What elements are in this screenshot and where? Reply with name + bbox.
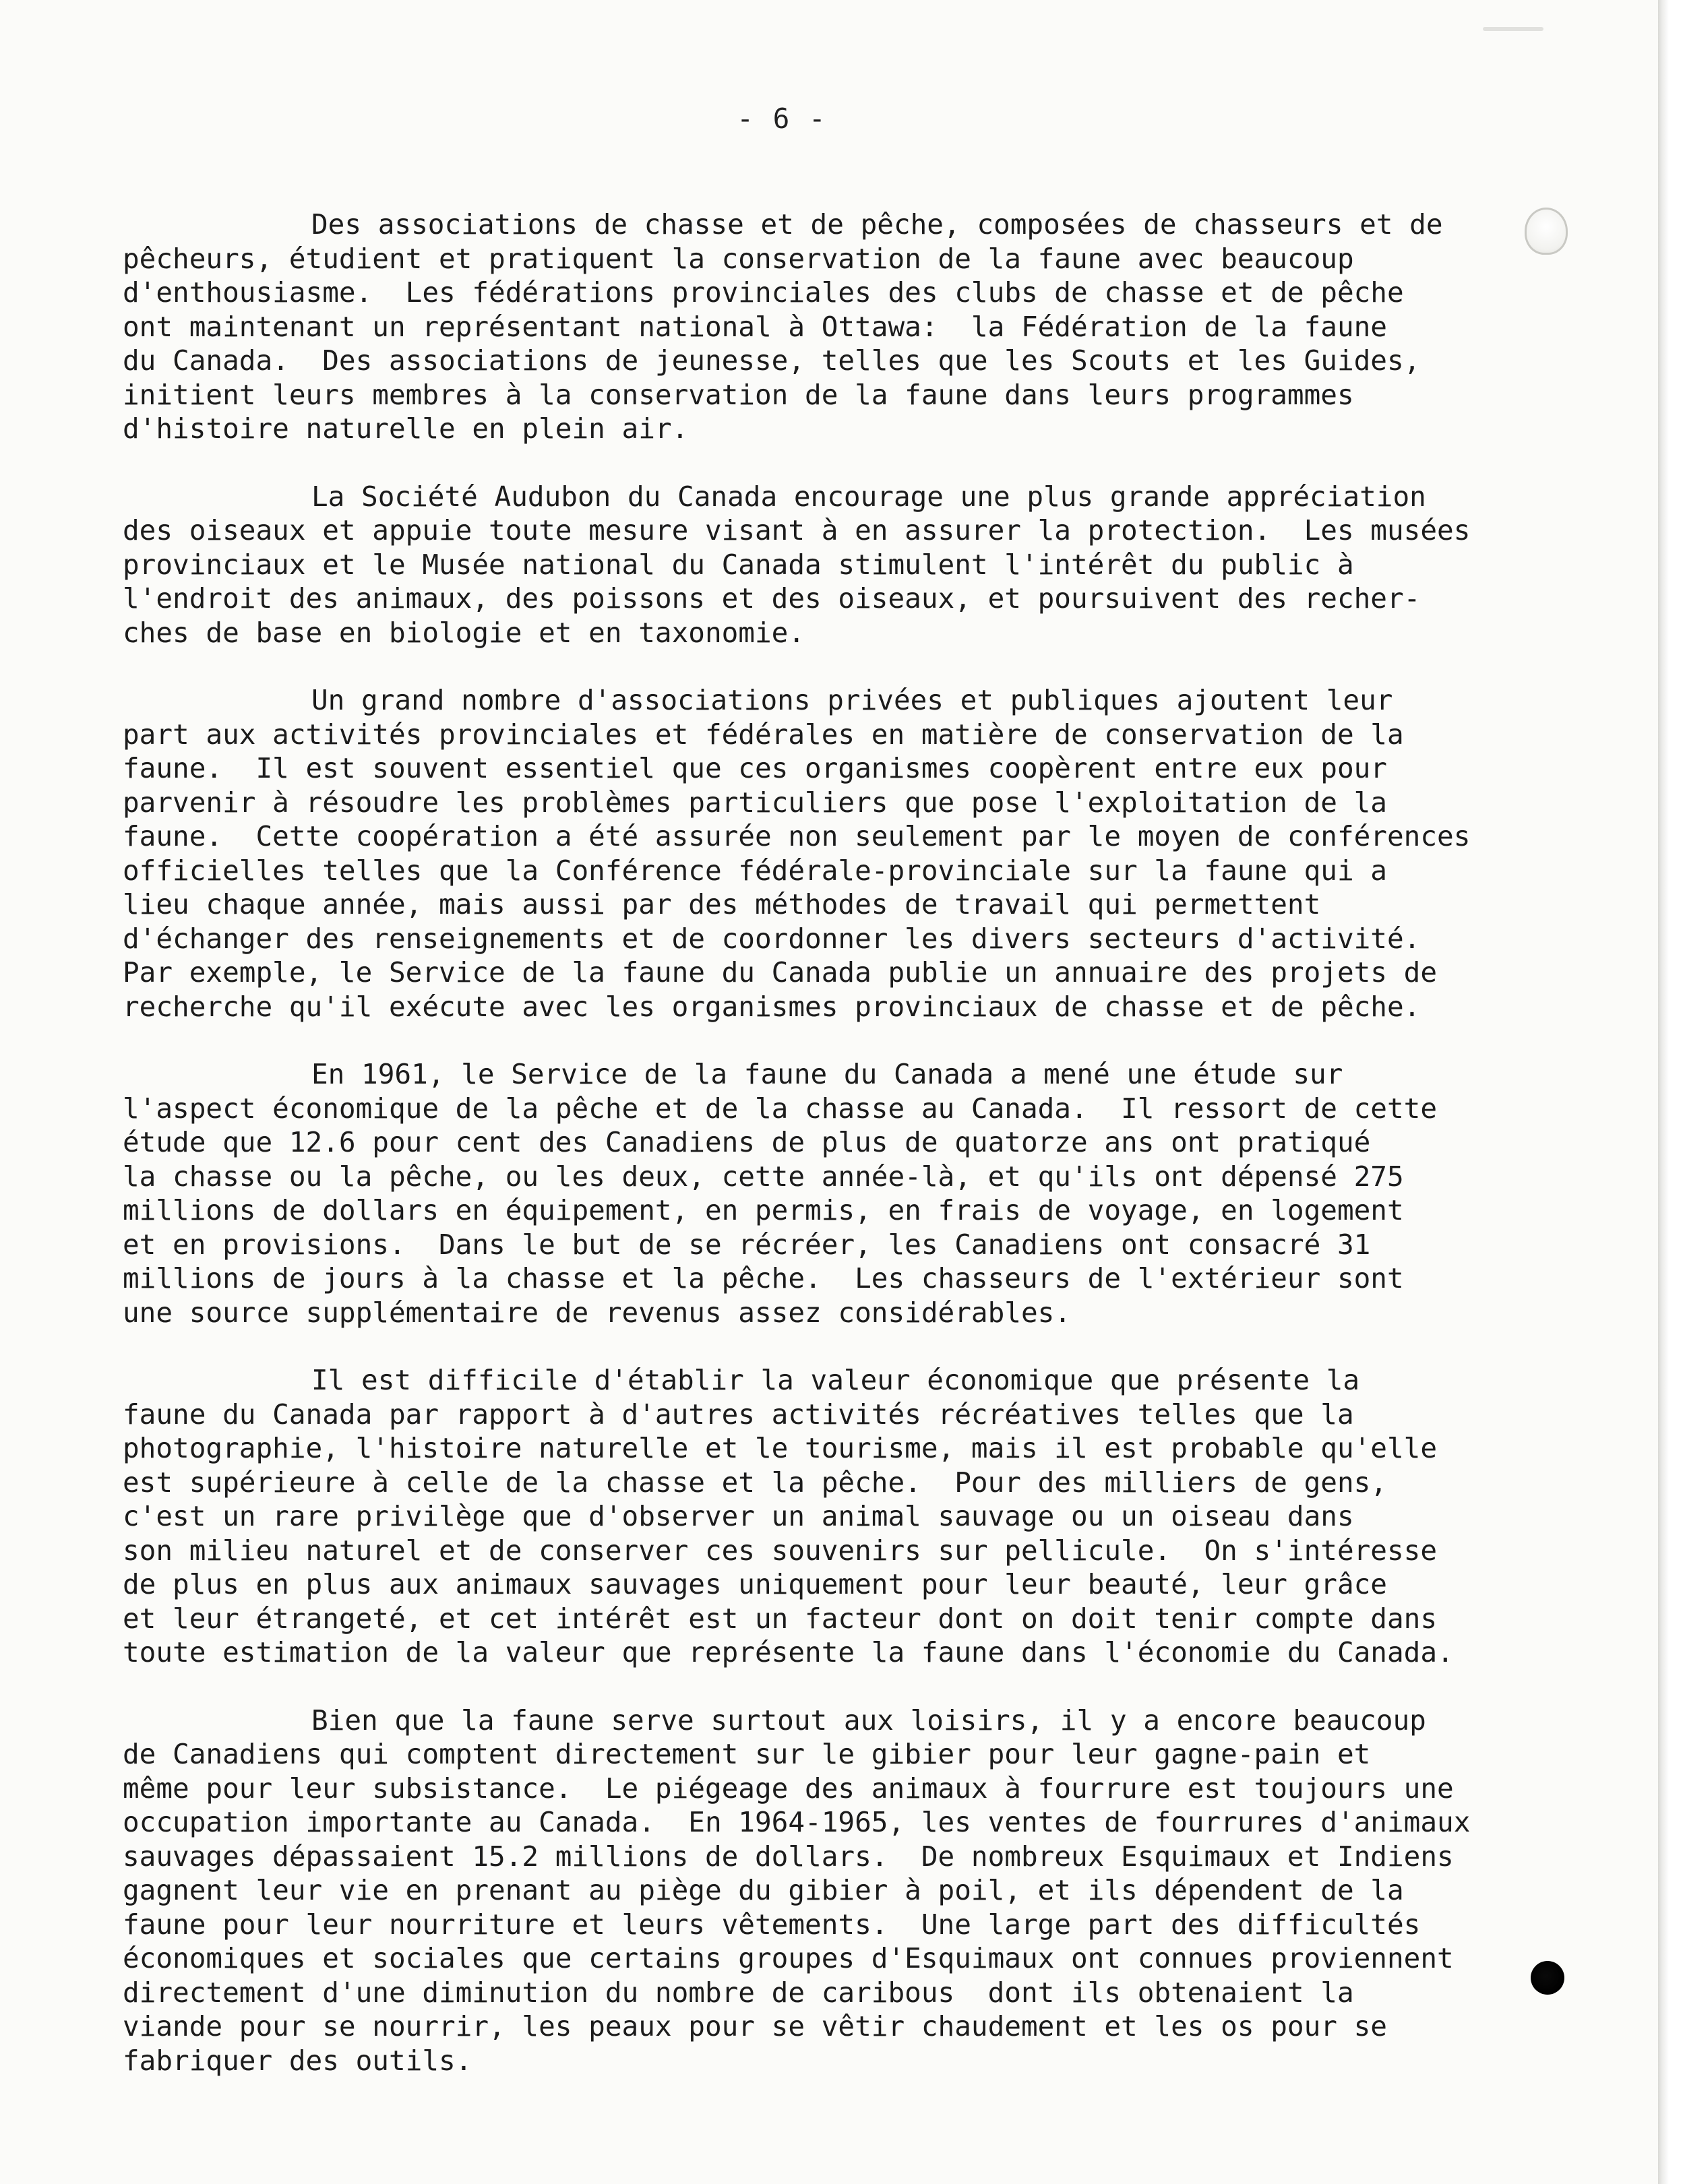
paragraph xyxy=(123,208,1471,446)
text-line: son milieu naturel et de conserver ces souvenirs sur pellicule. On s'intéresse xyxy=(123,1534,1438,1567)
text-line: d'enthousiasme. Les fédérations provinciales des clubs de chasse et de pêche xyxy=(123,276,1404,309)
text-line: la chasse ou la pêche, ou les deux, cette année-là, et qu'ils ont dépensé 275 xyxy=(123,1160,1404,1193)
paragraph xyxy=(123,1363,1471,1670)
text-line: faune du Canada par rapport à d'autres activités récréatives telles que la xyxy=(123,1398,1354,1431)
text-line: occupation importante au Canada. En 1964-1965, les ventes de fourrures d'animaux xyxy=(123,1806,1471,1838)
text-line: parvenir à résoudre les problèmes particuliers que pose l'exploitation de la xyxy=(123,786,1387,819)
page-number: - 6 - xyxy=(737,102,827,135)
text-line: La Société Audubon du Canada encourage une plus grande appréciation xyxy=(311,480,1426,513)
text-line: fabriquer des outils. xyxy=(123,2044,472,2077)
text-line: d'échanger des renseignements et de coordonner les divers secteurs d'activité. xyxy=(123,922,1421,955)
text-line: directement d'une diminution du nombre de caribous dont ils obtenaient la xyxy=(123,1976,1354,2009)
text-line: part aux activités provinciales et fédérales en matière de conservation de la xyxy=(123,718,1404,751)
text-line: Par exemple, le Service de la faune du Canada publie un annuaire des projets de xyxy=(123,956,1438,989)
body-text xyxy=(123,208,1471,2111)
text-line: d'histoire naturelle en plein air. xyxy=(123,412,689,445)
text-line: lieu chaque année, mais aussi par des méthodes de travail qui permettent xyxy=(123,888,1321,921)
text-line: étude que 12.6 pour cent des Canadiens de plus de quatorze ans ont pratiqué xyxy=(123,1126,1371,1158)
text-line: provinciaux et le Musée national du Canada stimulent l'intérêt du public à xyxy=(123,548,1354,581)
text-line: même pour leur subsistance. Le piégeage des animaux à fourrure est toujours une xyxy=(123,1772,1454,1805)
text-line: faune pour leur nourriture et leurs vêtements. Une large part des difficultés xyxy=(123,1908,1421,1941)
text-line: pêcheurs, étudient et pratiquent la conservation de la faune avec beaucoup xyxy=(123,242,1354,275)
punch-hole-top xyxy=(1525,208,1568,255)
text-line: l'endroit des animaux, des poissons et des oiseaux, et poursuivent des recher- xyxy=(123,582,1421,615)
text-line: recherche qu'il exécute avec les organismes provinciaux de chasse et de pêche. xyxy=(123,990,1421,1023)
text-line: de Canadiens qui comptent directement sur le gibier pour leur gagne-pain et xyxy=(123,1738,1371,1770)
text-line: Il est difficile d'établir la valeur économique que présente la xyxy=(311,1364,1360,1396)
text-line: et en provisions. Dans le but de se récréer, les Canadiens ont consacré 31 xyxy=(123,1228,1371,1261)
text-line: ont maintenant un représentant national à Ottawa: la Fédération de la faune xyxy=(123,310,1387,343)
text-line: ches de base en biologie et en taxonomie. xyxy=(123,616,805,649)
page-edge xyxy=(1658,0,1683,2184)
text-line: du Canada. Des associations de jeunesse, telles que les Scouts et les Guides, xyxy=(123,344,1421,377)
text-line: économiques et sociales que certains groupes d'Esquimaux ont connues proviennent xyxy=(123,1942,1454,1974)
text-line: En 1961, le Service de la faune du Canada a mené une étude sur xyxy=(311,1058,1343,1090)
text-line: et leur étrangeté, et cet intérêt est un facteur dont on doit tenir compte dans xyxy=(123,1602,1438,1635)
text-line: millions de dollars en équipement, en permis, en frais de voyage, en logement xyxy=(123,1194,1404,1226)
text-line: gagnent leur vie en prenant au piège du gibier à poil, et ils dépendent de la xyxy=(123,1874,1404,1906)
paragraph xyxy=(123,683,1471,1024)
text-line: Un grand nombre d'associations privées et publiques ajoutent leur xyxy=(311,684,1393,716)
paper-smudge xyxy=(1483,27,1543,31)
text-line: une source supplémentaire de revenus assez considérables. xyxy=(123,1296,1071,1329)
text-line: c'est un rare privilège que d'observer un animal sauvage ou un oiseau dans xyxy=(123,1500,1354,1532)
text-line: sauvages dépassaient 15.2 millions de dollars. De nombreux Esquimaux et Indiens xyxy=(123,1840,1454,1873)
text-line: Bien que la faune serve surtout aux loisirs, il y a encore beaucoup xyxy=(311,1704,1426,1737)
text-line: l'aspect économique de la pêche et de la chasse au Canada. Il ressort de cette xyxy=(123,1092,1438,1125)
punch-hole-bottom xyxy=(1531,1961,1564,1995)
text-line: photographie, l'histoire naturelle et le tourisme, mais il est probable qu'elle xyxy=(123,1432,1438,1464)
text-line: millions de jours à la chasse et la pêche. Les chasseurs de l'extérieur sont xyxy=(123,1262,1404,1294)
paragraph xyxy=(123,1704,1471,2078)
text-line: des oiseaux et appuie toute mesure visant à en assurer la protection. Les musées xyxy=(123,514,1471,547)
paragraph xyxy=(123,480,1471,650)
text-line: est supérieure à celle de la chasse et la pêche. Pour des milliers de gens, xyxy=(123,1466,1387,1499)
text-line: de plus en plus aux animaux sauvages uniquement pour leur beauté, leur grâce xyxy=(123,1568,1387,1600)
text-line: initient leurs membres à la conservation de la faune dans leurs programmes xyxy=(123,378,1354,411)
text-line: toute estimation de la valeur que représente la faune dans l'économie du Canada. xyxy=(123,1636,1454,1668)
text-line: officielles telles que la Conférence fédérale-provinciale sur la faune qui a xyxy=(123,854,1387,887)
paragraph xyxy=(123,1057,1471,1330)
text-line: Des associations de chasse et de pêche, composées de chasseurs et de xyxy=(311,208,1443,241)
text-line: faune. Cette coopération a été assurée non seulement par le moyen de conférences xyxy=(123,820,1471,852)
text-line: viande pour se nourrir, les peaux pour se vêtir chaudement et les os pour se xyxy=(123,2010,1387,2042)
text-line: faune. Il est souvent essentiel que ces organismes coopèrent entre eux pour xyxy=(123,752,1387,784)
